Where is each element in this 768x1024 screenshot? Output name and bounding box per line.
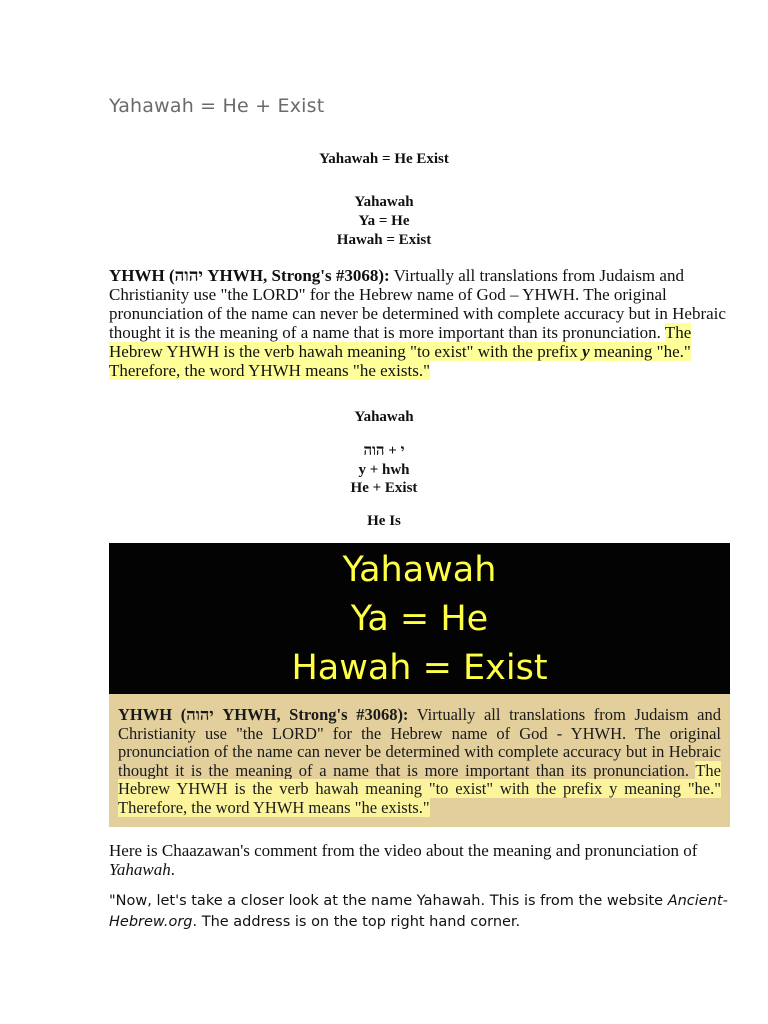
comment-intro: Here is Chaazawan's comment from the video about the meaning and pronunciation of Yahawah. bbox=[109, 841, 698, 879]
video-highlighted-text: The Hebrew YHWH is the verb hawah meaning "to exist" with the prefix y meaning "he." Therefore, the word YHWH means "he exists." bbox=[118, 760, 721, 817]
heading-ya-he: Ya = He bbox=[358, 213, 410, 229]
definition-text: Virtually all translations from Judaism and Christianity use "the LORD" for the Hebrew name of God – YHWH. The original pronunciation of the name can never be determined with complete accuracy but in Hebraic thought it is the meaning of a name that is more important than its pronunciation. bbox=[109, 266, 726, 342]
video-definition-panel: YHWH (יהוה YHWH, Strong's #3068): Virtually all translations from Judaism and Christianity use "the LORD" for the Hebrew name of God - YHWH. The original pronunciation of the name can never be determined with complete accuracy but in Hebraic thought it is the meaning of a name that is more important than its pronunciation. The Hebrew YHWH is the verb hawah meaning "to exist" with the prefix y meaning "he." Therefore, the word YHWH means "he exists." bbox=[109, 694, 730, 827]
quote-paragraph: "Now, let's take a closer look at the name Yahawah. This is from the website Ancient-Hebrew.org. The address is on the top right hand corner. bbox=[109, 893, 728, 930]
hebrew-letters: י + הוה bbox=[363, 443, 405, 459]
definition-lead: YHWH (יהוה YHWH, Strong's #3068): bbox=[109, 266, 390, 285]
heading-hawah-exist: Hawah = Exist bbox=[336, 232, 432, 248]
name-italic: Yahawah bbox=[109, 860, 171, 879]
video-line-hawah-exist: Hawah = Exist bbox=[291, 648, 548, 688]
meaning-line: He + Exist bbox=[350, 480, 418, 496]
transliteration: y + hwh bbox=[358, 462, 410, 478]
subheading-yahawah: Yahawah bbox=[354, 409, 414, 425]
definition-paragraph bbox=[109, 266, 729, 380]
page-title: Yahawah = He + Exist bbox=[109, 95, 325, 117]
video-line-yahawah: Yahawah bbox=[342, 550, 497, 590]
website-italic: Ancient-Hebrew.org bbox=[109, 893, 728, 930]
heading-equation: Yahawah = He Exist bbox=[319, 151, 449, 167]
video-title-panel bbox=[109, 543, 730, 694]
video-definition-text: Virtually all translations from Judaism and Christianity use "the LORD" for the Hebrew name of God - YHWH. The original pronunciation of the name can never be determined with complete accuracy but in Hebraic thought it is the meaning of a name that is more important than its pronunciation. bbox=[118, 705, 721, 780]
video-hebrew-word: יהוה bbox=[186, 705, 214, 724]
hebrew-word: יהוה bbox=[174, 266, 204, 285]
heading-yahawah: Yahawah bbox=[354, 194, 414, 210]
he-is-line: He Is bbox=[367, 513, 401, 529]
highlighted-text: The Hebrew YHWH is the verb hawah meaning "to exist" with the prefix y meaning "he." Therefore, the word YHWH means "he exists." bbox=[109, 323, 692, 380]
video-line-ya-he: Ya = He bbox=[350, 599, 489, 639]
video-frame-image bbox=[109, 543, 730, 827]
